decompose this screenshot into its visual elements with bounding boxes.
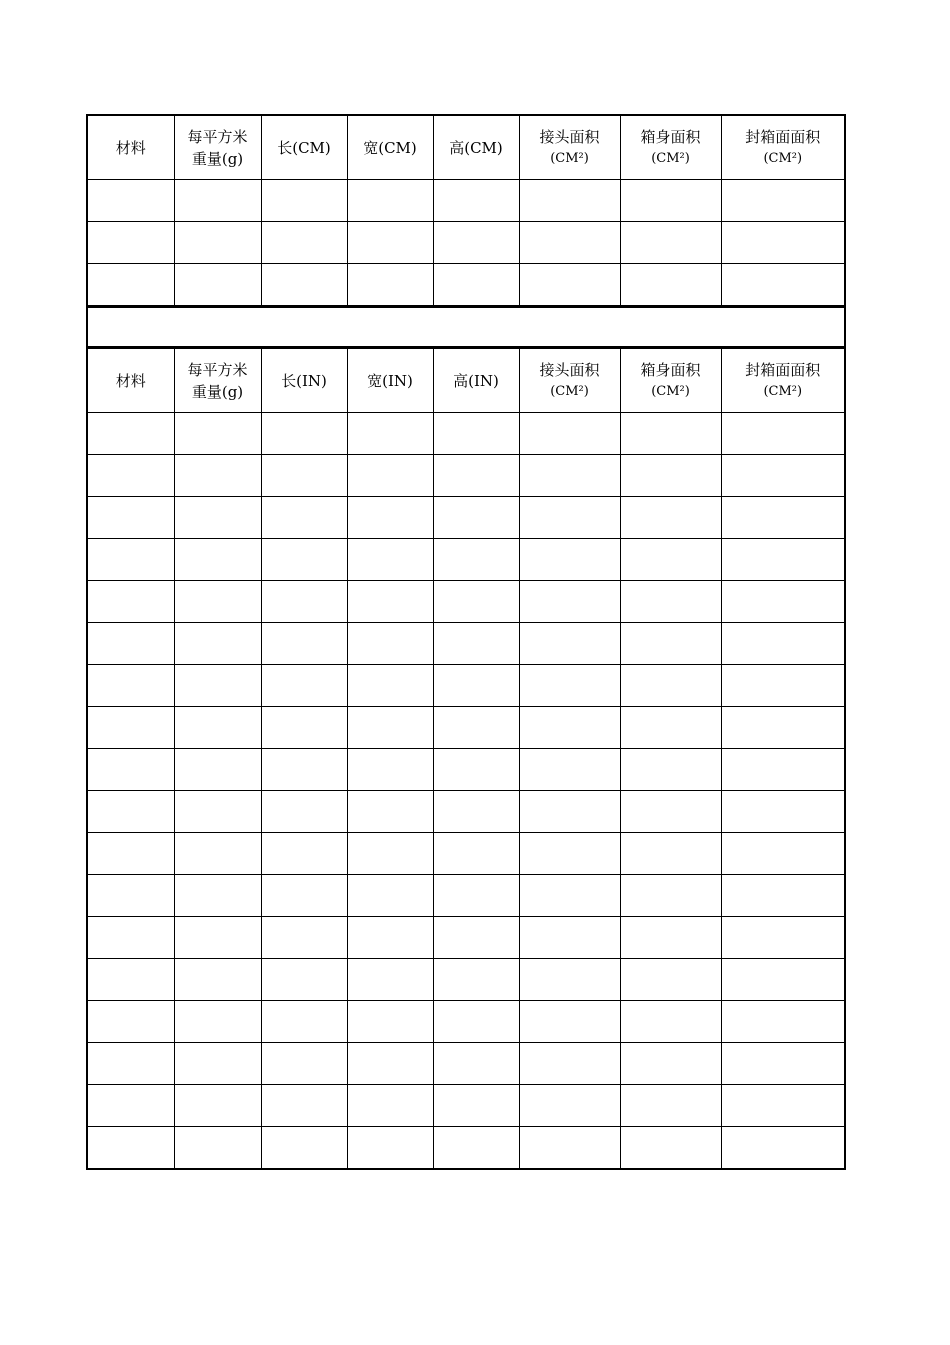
- table-cell[interactable]: [620, 833, 721, 875]
- table-cell[interactable]: [174, 1001, 261, 1043]
- table-cell[interactable]: [433, 959, 519, 1001]
- table-cell[interactable]: [261, 707, 347, 749]
- table-cell[interactable]: [261, 497, 347, 539]
- col-body-area-header: 箱身面积 (CM²): [620, 115, 721, 180]
- table-cell[interactable]: [87, 455, 174, 497]
- table-cell[interactable]: [87, 539, 174, 581]
- table-cell[interactable]: [174, 539, 261, 581]
- table-cm: [86, 114, 846, 1170]
- table-cell[interactable]: [519, 749, 620, 791]
- table-cell[interactable]: [433, 455, 519, 497]
- table-cell[interactable]: [721, 623, 845, 665]
- table-row: [87, 833, 845, 875]
- table-cell[interactable]: [261, 917, 347, 959]
- table-cell[interactable]: [347, 1127, 433, 1170]
- table-row: [87, 1043, 845, 1085]
- col-joint-area-header: 接头面积 (CM²): [519, 348, 620, 413]
- table-cell[interactable]: [620, 180, 721, 222]
- table-cell[interactable]: [347, 1001, 433, 1043]
- table-cell[interactable]: [620, 665, 721, 707]
- table-cell[interactable]: [620, 455, 721, 497]
- table-cell[interactable]: [620, 413, 721, 455]
- table-cell[interactable]: [620, 264, 721, 307]
- table-cell[interactable]: [261, 959, 347, 1001]
- table-cell[interactable]: [174, 497, 261, 539]
- table-cell[interactable]: [721, 413, 845, 455]
- table-cell[interactable]: [87, 875, 174, 917]
- table-cell[interactable]: [433, 539, 519, 581]
- table-cell[interactable]: [620, 1127, 721, 1170]
- table-row: [87, 180, 845, 222]
- table-cell[interactable]: [261, 1043, 347, 1085]
- table-cell[interactable]: [721, 539, 845, 581]
- table-cell[interactable]: [620, 1001, 721, 1043]
- col-body-area-header: 箱身面积 (CM²): [620, 348, 721, 413]
- col-height-header: 高(IN): [433, 348, 519, 413]
- table-row: [87, 539, 845, 581]
- table-cell[interactable]: [721, 264, 845, 307]
- table-cell[interactable]: [721, 497, 845, 539]
- table-cell[interactable]: [87, 222, 174, 264]
- col-joint-area-header: 接头面积 (CM²): [519, 115, 620, 180]
- table-cell[interactable]: [347, 455, 433, 497]
- measurement-sheet: [86, 114, 844, 1170]
- table-cell[interactable]: [261, 413, 347, 455]
- table-cell[interactable]: [87, 707, 174, 749]
- table-cell[interactable]: [620, 791, 721, 833]
- table-cell[interactable]: [620, 959, 721, 1001]
- table-cell[interactable]: [87, 264, 174, 307]
- table-cell[interactable]: [87, 413, 174, 455]
- table-cell[interactable]: [261, 455, 347, 497]
- table-cell[interactable]: [721, 833, 845, 875]
- table-cell[interactable]: [721, 1127, 845, 1170]
- table-cell[interactable]: [620, 1085, 721, 1127]
- table-cell[interactable]: [519, 1127, 620, 1170]
- table-cell[interactable]: [721, 917, 845, 959]
- table-cell[interactable]: [174, 180, 261, 222]
- table-cell[interactable]: [174, 791, 261, 833]
- table-cell[interactable]: [87, 1001, 174, 1043]
- table-cell[interactable]: [519, 875, 620, 917]
- table-cell[interactable]: [347, 1085, 433, 1127]
- table-row: [87, 222, 845, 264]
- table-cell[interactable]: [87, 180, 174, 222]
- table-cell[interactable]: [433, 833, 519, 875]
- table-cell[interactable]: [87, 1043, 174, 1085]
- table-cell[interactable]: [519, 581, 620, 623]
- table-cell[interactable]: [519, 707, 620, 749]
- table-cell[interactable]: [347, 875, 433, 917]
- col-seal-area-header: 封箱面面积 (CM²): [721, 348, 845, 413]
- table-cell[interactable]: [87, 623, 174, 665]
- table-cell[interactable]: [620, 539, 721, 581]
- table-row: [87, 665, 845, 707]
- col-material-header: 材料: [87, 348, 174, 413]
- table-cell[interactable]: [433, 1043, 519, 1085]
- table-cell[interactable]: [261, 833, 347, 875]
- table-cell[interactable]: [87, 581, 174, 623]
- table-cell[interactable]: [433, 1085, 519, 1127]
- table-cell[interactable]: [519, 180, 620, 222]
- table-row: [87, 1085, 845, 1127]
- col-length-header: 长(IN): [261, 348, 347, 413]
- table-cell[interactable]: [174, 917, 261, 959]
- table-cell[interactable]: [347, 539, 433, 581]
- table-cell[interactable]: [347, 581, 433, 623]
- table-cell[interactable]: [433, 264, 519, 307]
- table-cell[interactable]: [433, 180, 519, 222]
- col-weight-header: 每平方米 重量(g): [174, 115, 261, 180]
- table-cell[interactable]: [433, 875, 519, 917]
- header-row-cm: [87, 115, 845, 180]
- table-cell[interactable]: [721, 749, 845, 791]
- table-cell[interactable]: [721, 959, 845, 1001]
- table-row: [87, 413, 845, 455]
- table-cell[interactable]: [347, 707, 433, 749]
- table-row: [87, 749, 845, 791]
- table-row: [87, 264, 845, 307]
- table-cell[interactable]: [347, 749, 433, 791]
- table-cell[interactable]: [261, 875, 347, 917]
- table-cell[interactable]: [347, 222, 433, 264]
- table-row: [87, 1001, 845, 1043]
- table-cell[interactable]: [87, 1127, 174, 1170]
- table-cell[interactable]: [174, 959, 261, 1001]
- table-cell[interactable]: [433, 707, 519, 749]
- table-cell[interactable]: [519, 264, 620, 307]
- table-cell[interactable]: [519, 413, 620, 455]
- col-weight-header: 每平方米 重量(g): [174, 348, 261, 413]
- table-cell[interactable]: [433, 623, 519, 665]
- col-seal-area-header: 封箱面面积 (CM²): [721, 115, 845, 180]
- table-cell[interactable]: [721, 1001, 845, 1043]
- table-cell[interactable]: [620, 707, 721, 749]
- table-cell[interactable]: [519, 917, 620, 959]
- table-cell[interactable]: [519, 1043, 620, 1085]
- table-cell[interactable]: [87, 917, 174, 959]
- table-cell[interactable]: [261, 1127, 347, 1170]
- table-row: [87, 581, 845, 623]
- table-cell[interactable]: [261, 623, 347, 665]
- table-cell[interactable]: [721, 180, 845, 222]
- table-cell[interactable]: [721, 222, 845, 264]
- table-cell[interactable]: [433, 581, 519, 623]
- table-cell[interactable]: [261, 180, 347, 222]
- table-cell[interactable]: [347, 833, 433, 875]
- table-cell[interactable]: [620, 497, 721, 539]
- table-cell[interactable]: [519, 497, 620, 539]
- table-cell[interactable]: [87, 833, 174, 875]
- table-cell[interactable]: [347, 917, 433, 959]
- table-cell[interactable]: [433, 749, 519, 791]
- table-cell[interactable]: [433, 222, 519, 264]
- table-cell[interactable]: [174, 749, 261, 791]
- table-row: [87, 917, 845, 959]
- table-cell[interactable]: [433, 413, 519, 455]
- header-row-in: [87, 348, 845, 413]
- table-cell[interactable]: [261, 222, 347, 264]
- table-row: [87, 623, 845, 665]
- table-cell[interactable]: [87, 959, 174, 1001]
- table-cell[interactable]: [433, 1001, 519, 1043]
- table-row: [87, 497, 845, 539]
- table-cell[interactable]: [721, 581, 845, 623]
- table-cell[interactable]: [620, 875, 721, 917]
- table-cell[interactable]: [347, 623, 433, 665]
- table-cell[interactable]: [347, 1043, 433, 1085]
- table-row: [87, 455, 845, 497]
- table-cell[interactable]: [174, 833, 261, 875]
- table-cell[interactable]: [174, 665, 261, 707]
- table-cell[interactable]: [620, 917, 721, 959]
- table-cell[interactable]: [519, 1085, 620, 1127]
- table-cell[interactable]: [174, 1085, 261, 1127]
- table-cell[interactable]: [87, 665, 174, 707]
- table-cell[interactable]: [519, 455, 620, 497]
- table-cell[interactable]: [620, 623, 721, 665]
- table-cell[interactable]: [174, 875, 261, 917]
- table-cell[interactable]: [347, 497, 433, 539]
- table-cell[interactable]: [261, 1001, 347, 1043]
- table-cell[interactable]: [519, 539, 620, 581]
- col-width-header: 宽(IN): [347, 348, 433, 413]
- table-cell[interactable]: [261, 539, 347, 581]
- table-cell[interactable]: [174, 264, 261, 307]
- table-cell[interactable]: [519, 623, 620, 665]
- table-cell[interactable]: [261, 1085, 347, 1127]
- table-cell[interactable]: [347, 959, 433, 1001]
- table-row: [87, 959, 845, 1001]
- table-cell[interactable]: [261, 791, 347, 833]
- table-cell[interactable]: [174, 581, 261, 623]
- table-cell[interactable]: [433, 497, 519, 539]
- table-row: [87, 1127, 845, 1170]
- table-cell[interactable]: [87, 749, 174, 791]
- table-cell[interactable]: [620, 1043, 721, 1085]
- table-cell[interactable]: [519, 791, 620, 833]
- table-cell[interactable]: [347, 180, 433, 222]
- table-cell[interactable]: [620, 222, 721, 264]
- table-cell[interactable]: [721, 1085, 845, 1127]
- table-cell[interactable]: [721, 791, 845, 833]
- table-cell[interactable]: [261, 264, 347, 307]
- col-material-header: 材料: [87, 115, 174, 180]
- table-cell[interactable]: [433, 665, 519, 707]
- table-cell[interactable]: [347, 413, 433, 455]
- table-cell[interactable]: [174, 1043, 261, 1085]
- table-cell[interactable]: [620, 749, 721, 791]
- section-banner[interactable]: [87, 307, 845, 348]
- table-row: [87, 707, 845, 749]
- table-cell[interactable]: [519, 833, 620, 875]
- table-cell[interactable]: [721, 707, 845, 749]
- table-cell[interactable]: [347, 665, 433, 707]
- table-cell[interactable]: [519, 1001, 620, 1043]
- table-cell[interactable]: [721, 875, 845, 917]
- table-cell[interactable]: [174, 455, 261, 497]
- table-cell[interactable]: [721, 665, 845, 707]
- table-cell[interactable]: [433, 1127, 519, 1170]
- table-row: [87, 875, 845, 917]
- table-cell[interactable]: [721, 455, 845, 497]
- table-cell[interactable]: [261, 581, 347, 623]
- table-cell[interactable]: [87, 1085, 174, 1127]
- table-cell[interactable]: [721, 1043, 845, 1085]
- table-cell[interactable]: [87, 791, 174, 833]
- table-cell[interactable]: [261, 665, 347, 707]
- col-height-header: 高(CM): [433, 115, 519, 180]
- table-cell[interactable]: [87, 497, 174, 539]
- table-cell[interactable]: [174, 623, 261, 665]
- table-cell[interactable]: [519, 222, 620, 264]
- col-width-header: 宽(CM): [347, 115, 433, 180]
- table-cell[interactable]: [519, 665, 620, 707]
- table-cell[interactable]: [433, 791, 519, 833]
- table-cell[interactable]: [174, 707, 261, 749]
- table-cell[interactable]: [174, 413, 261, 455]
- table-cell[interactable]: [347, 264, 433, 307]
- table-cell[interactable]: [174, 222, 261, 264]
- table-cell[interactable]: [433, 917, 519, 959]
- table-cell[interactable]: [519, 959, 620, 1001]
- col-length-header: 长(CM): [261, 115, 347, 180]
- table-cell[interactable]: [174, 1127, 261, 1170]
- table-row: [87, 791, 845, 833]
- table-cell[interactable]: [261, 749, 347, 791]
- table-cell[interactable]: [347, 791, 433, 833]
- table-cell[interactable]: [620, 581, 721, 623]
